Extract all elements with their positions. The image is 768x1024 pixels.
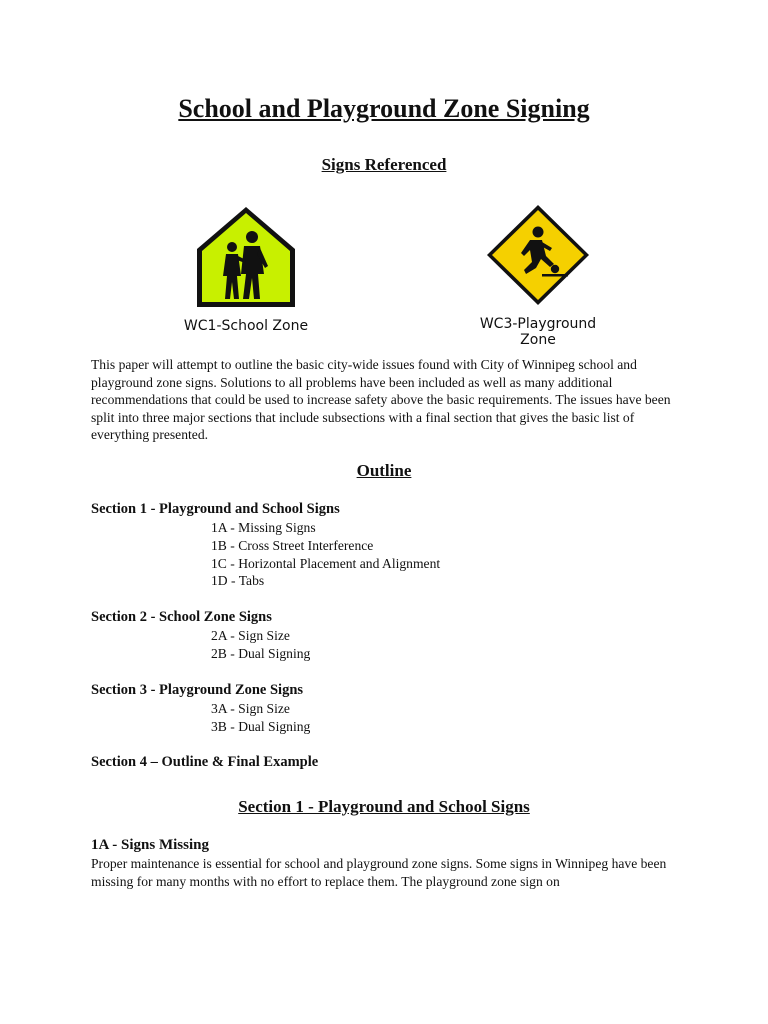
outline-item: 2B - Dual Signing xyxy=(211,645,311,661)
outline-item: 1D - Tabs xyxy=(211,573,265,589)
school-zone-caption: WC1-School Zone xyxy=(183,318,309,334)
outline-list xyxy=(91,500,691,790)
outline-item: 1C - Horizontal Placement and Alignment xyxy=(211,555,441,571)
outline-section-2 xyxy=(91,608,691,663)
outline-section-title: Section 1 - Playground and School Signs xyxy=(91,501,340,517)
school-zone-sign-figure xyxy=(160,204,332,334)
outline-section-title: Section 2 - School Zone Signs xyxy=(91,609,272,626)
outline-section-3 xyxy=(91,681,691,736)
outline-item: 1B - Cross Street Interference xyxy=(211,537,374,553)
outline-item: 3B - Dual Signing xyxy=(211,718,311,734)
outline-item: 3A - Sign Size xyxy=(211,700,290,716)
playground-zone-caption: WC3-Playground Zone xyxy=(479,316,597,348)
playground-zone-sign-icon xyxy=(486,204,590,306)
outline-section-1 xyxy=(91,500,691,590)
signs-referenced-heading: Signs Referenced xyxy=(321,155,447,174)
outline-item: 2A - Sign Size xyxy=(211,628,290,644)
subsection-1a-text: Proper maintenance is essential for school and playground zone signs. Some signs in Winnipeg have been missing for many months with no effort to replace them. The playground zone sign on xyxy=(91,856,667,889)
subsection-1a-heading: 1A - Signs Missing xyxy=(91,837,209,853)
outline-section-title: Section 3 - Playground Zone Signs xyxy=(91,681,304,698)
document-title: School and Playground Zone Signing xyxy=(178,94,590,123)
outline-item: 1A - Missing Signs xyxy=(211,520,316,535)
school-zone-sign-icon xyxy=(194,204,298,310)
outline-section-4 xyxy=(91,753,691,772)
outline-section-title: Section 4 – Outline & Final Example xyxy=(91,754,319,771)
section-1-heading: Section 1 - Playground and School Signs xyxy=(238,797,530,816)
intro-paragraph: This paper will attempt to outline the basic city-wide issues found with City of Winnipeg school and playground zone signs. Solutions to all problems have been included as well as many additional recommendations that could be used to increase safety above the basic requirements. The issues have been split into three major sections that include subsections with a final section that gives the basic list of everything presented. xyxy=(91,357,671,443)
playground-zone-sign-figure xyxy=(452,204,624,348)
outline-heading: Outline xyxy=(356,461,412,480)
